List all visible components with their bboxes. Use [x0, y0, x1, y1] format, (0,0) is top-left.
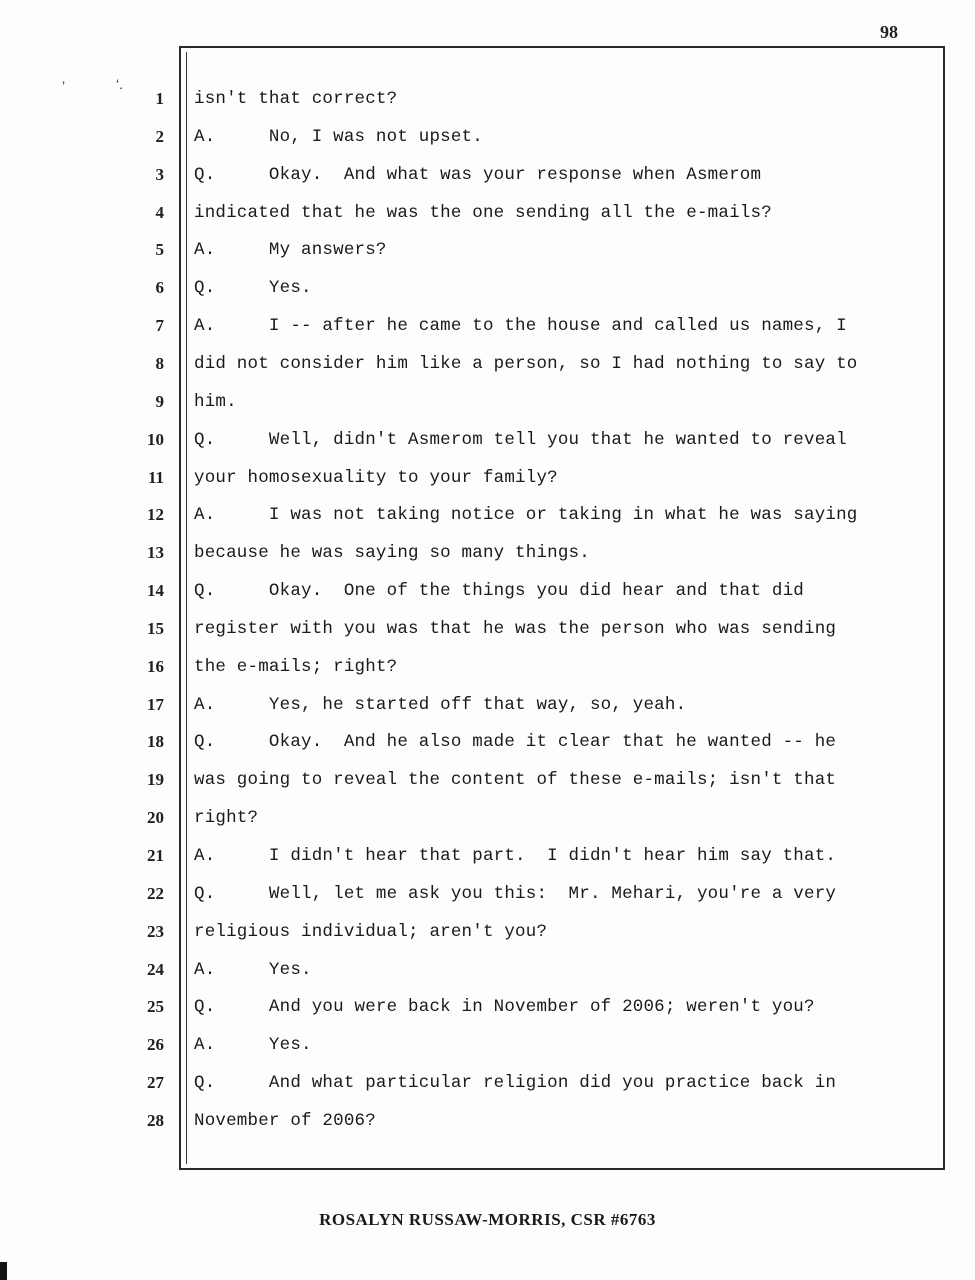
line-number: 23	[147, 922, 164, 941]
line-number: 20	[147, 808, 164, 827]
line-number: 24	[147, 960, 164, 979]
transcript-line: because he was saying so many things.	[194, 543, 590, 563]
transcript-line: A. Yes, he started off that way, so, yeah.	[194, 695, 687, 715]
transcript-line: Q. And what particular religion did you practice back in	[194, 1073, 837, 1093]
line-number: 16	[147, 657, 164, 676]
line-number: 26	[147, 1035, 164, 1054]
line-number: 3	[155, 165, 164, 184]
line-number: 2	[155, 127, 164, 146]
line-number: 12	[147, 505, 164, 524]
transcript-line: A. Yes.	[194, 1035, 312, 1055]
transcript-line: religious individual; aren't you?	[194, 922, 548, 942]
line-number: 17	[147, 695, 164, 714]
scan-speck: ‘.	[116, 76, 123, 92]
line-number: 8	[155, 354, 164, 373]
line-number: 5	[155, 240, 164, 259]
transcript-line: Q. Okay. And what was your response when Asmerom	[194, 165, 762, 185]
scan-edge-mark	[0, 1262, 7, 1280]
transcript-line: A. No, I was not upset.	[194, 127, 483, 147]
line-number: 10	[147, 430, 164, 449]
transcript-line: did not consider him like a person, so I had nothing to say to	[194, 354, 858, 374]
page-number: 98	[880, 22, 898, 42]
transcript-line: Q. Okay. One of the things you did hear and that did	[194, 581, 804, 601]
transcript-line: Q. Well, didn't Asmerom tell you that he wanted to reveal	[194, 430, 847, 450]
line-number: 9	[155, 392, 164, 411]
transcript-line: your homosexuality to your family?	[194, 468, 558, 488]
transcript-line: isn't that correct?	[194, 89, 398, 109]
line-number: 19	[147, 770, 164, 789]
transcript-line: A. I didn't hear that part. I didn't hear him say that.	[194, 846, 837, 866]
transcript-line: Q. And you were back in November of 2006; weren't you?	[194, 997, 815, 1017]
margin-rule	[186, 52, 187, 1164]
line-number: 21	[147, 846, 164, 865]
line-number: 15	[147, 619, 164, 638]
line-number: 6	[155, 278, 164, 297]
line-number: 27	[147, 1073, 164, 1092]
transcript-line: Q. Okay. And he also made it clear that he wanted -- he	[194, 732, 837, 752]
transcript-line: right?	[194, 808, 259, 828]
transcript-line: the e-mails; right?	[194, 657, 398, 677]
line-number: 7	[155, 316, 164, 335]
line-number: 13	[147, 543, 164, 562]
transcript-line: A. My answers?	[194, 240, 387, 260]
line-number: 14	[147, 581, 164, 600]
line-number: 11	[147, 468, 164, 487]
line-number: 18	[147, 732, 164, 751]
line-number: 22	[147, 884, 164, 903]
line-number: 4	[155, 203, 164, 222]
transcript-line: A. I -- after he came to the house and called us names, I	[194, 316, 847, 336]
transcript-line: November of 2006?	[194, 1111, 376, 1131]
transcript-line: indicated that he was the one sending all the e-mails?	[194, 203, 772, 223]
transcript-line: A. I was not taking notice or taking in what he was saying	[194, 505, 858, 525]
reporter-footer: ROSALYN RUSSAW-MORRIS, CSR #6763	[319, 1210, 656, 1229]
transcript-line: was going to reveal the content of these e-mails; isn't that	[194, 770, 837, 790]
transcript-line: register with you was that he was the person who was sending	[194, 619, 837, 639]
line-number: 1	[155, 89, 164, 108]
line-number: 28	[147, 1111, 164, 1130]
transcript-line: Q. Yes.	[194, 278, 312, 298]
transcript-line: Q. Well, let me ask you this: Mr. Mehari, you're a very	[194, 884, 837, 904]
line-number: 25	[147, 997, 164, 1016]
transcript-line: him.	[194, 392, 237, 412]
transcript-line: A. Yes.	[194, 960, 312, 980]
scan-speck: ’	[62, 78, 66, 94]
